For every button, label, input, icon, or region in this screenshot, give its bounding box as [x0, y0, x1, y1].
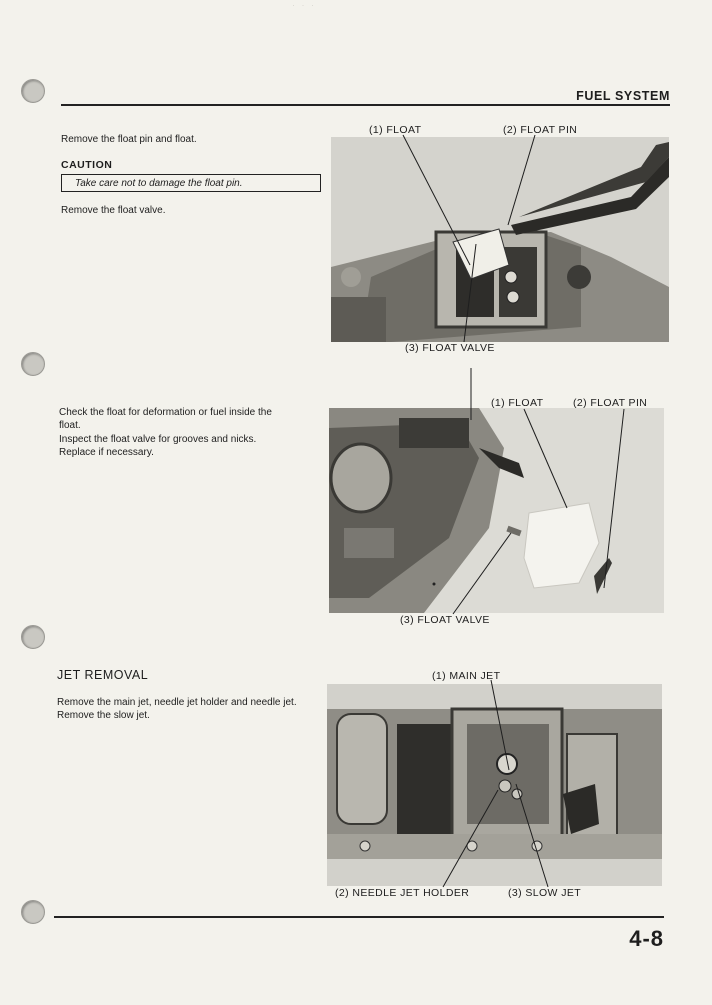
step1-instruction: Remove the float pin and float. — [61, 134, 197, 145]
photo-float-inspection — [329, 408, 664, 613]
binder-hole — [21, 352, 45, 376]
callout-float-valve: (3) FLOAT VALVE — [405, 342, 495, 354]
section-title: FUEL SYSTEM — [576, 89, 670, 103]
callout-float: (1) FLOAT — [491, 397, 544, 409]
photo-float-removal — [331, 137, 669, 342]
carburetor-float-photo — [331, 137, 669, 342]
photo-jet-removal — [327, 684, 662, 886]
binder-hole — [21, 625, 45, 649]
callout-main-jet: (1) MAIN JET — [432, 670, 501, 682]
footer-rule — [54, 916, 664, 918]
step2-replace-line: Replace if necessary. — [59, 447, 154, 458]
caution-box: Take care not to damage the float pin. — [61, 174, 321, 192]
binder-hole — [21, 79, 45, 103]
step2-check-line: Check the float for deformation or fuel inside the — [59, 407, 272, 418]
callout-float-pin: (2) FLOAT PIN — [573, 397, 648, 409]
callout-needle-jet-holder: (2) NEEDLE JET HOLDER — [335, 887, 470, 899]
jet-removal-heading: JET REMOVAL — [57, 668, 149, 682]
caution-heading: CAUTION — [61, 159, 113, 171]
binder-hole — [21, 900, 45, 924]
header-rule — [61, 104, 670, 106]
page-number: 4-8 — [629, 926, 664, 951]
float-inspection-photo — [329, 408, 664, 613]
step2-inspect-line: Inspect the float valve for grooves and nicks. — [59, 434, 257, 445]
bleed-through-mark: · · · — [292, 0, 316, 10]
step3-instruction-2: Remove the slow jet. — [57, 710, 150, 721]
carburetor-jets-photo — [327, 684, 662, 886]
callout-float: (1) FLOAT — [369, 124, 422, 136]
callout-slow-jet: (3) SLOW JET — [508, 887, 582, 899]
step3-instruction-1: Remove the main jet, needle jet holder and needle jet. — [57, 697, 297, 708]
callout-float-valve: (3) FLOAT VALVE — [400, 614, 490, 626]
step2-check-line-cont: float. — [59, 420, 81, 431]
step1-followup: Remove the float valve. — [61, 205, 166, 216]
callout-float-pin: (2) FLOAT PIN — [503, 124, 578, 136]
